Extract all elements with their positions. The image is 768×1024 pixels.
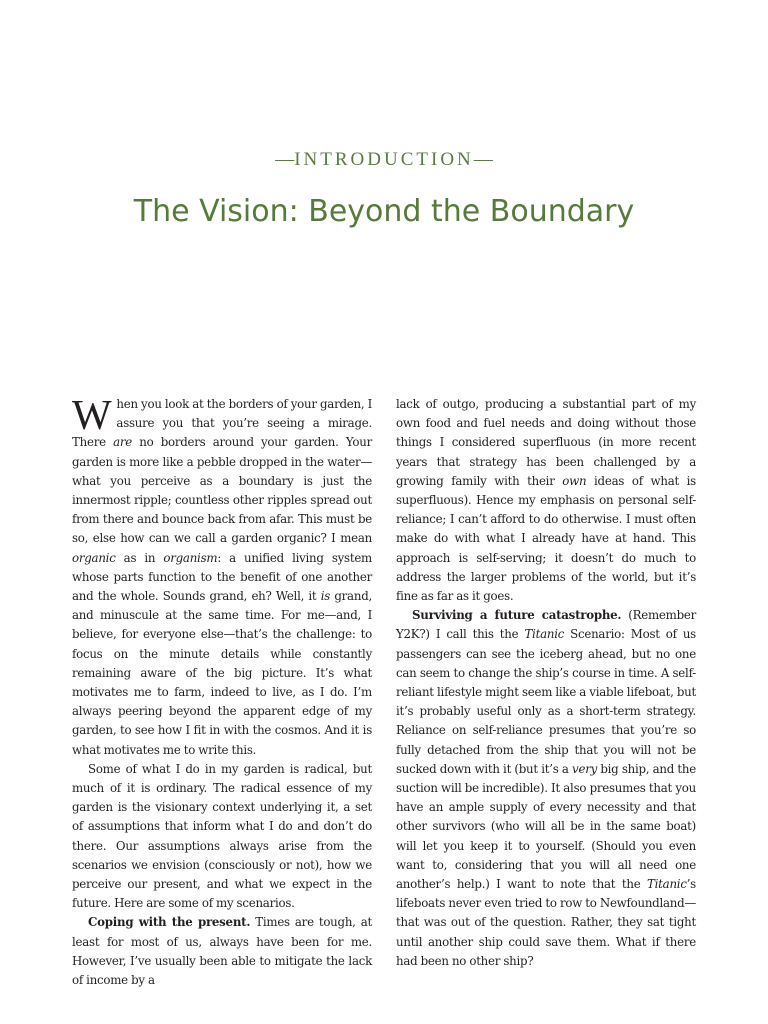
emphasis: organic bbox=[72, 550, 116, 565]
emphasis: Titanic bbox=[647, 877, 687, 892]
text-run: : a unified living system whose parts function to the benefit of one another and the whole. Sounds grand, eh? Well, it bbox=[72, 550, 372, 604]
chapter-label bbox=[0, 148, 768, 172]
kicker-dash-right: — bbox=[473, 149, 493, 170]
emphasis: is bbox=[320, 589, 331, 604]
drop-cap: W bbox=[72, 393, 112, 439]
paragraph-surviving bbox=[396, 606, 696, 971]
run-in-heading: Surviving a future catastrophe. bbox=[412, 608, 622, 623]
body-column-right bbox=[396, 395, 696, 971]
paragraph-scenarios: Some of what I do in my garden is radical, but much of it is ordinary. The radical essence of my garden is the visionary context underlying it, a set of assumptions that inform what I do and don’t do there. Our assumptions always arise from the scenarios we envision (consciously or not), how we perceive our present, and what we expect in the future. Here are some of my scenarios. bbox=[72, 761, 372, 911]
emphasis: own bbox=[562, 473, 587, 488]
paragraph-opening bbox=[72, 395, 372, 760]
text-run: as in bbox=[115, 550, 164, 565]
emphasis: organism bbox=[163, 550, 218, 565]
text-run: ideas of what is superfluous). Hence my emphasis on personal self-reliance; I can’t afford to do otherwise. I must often make do with what I already have at hand. This approach is self-serving; it doesn’t do much to address the larger problems of the world, but it’s fine as far as it goes. bbox=[396, 473, 696, 604]
text-run: ’s lifeboats never even tried to row to Newfoundland—that was out of the question. Rather, they sat tight until another ship could save them. What if there had been no other ship? bbox=[396, 877, 696, 968]
text-run: Times are tough, at least for most of us, always have been for me. However, I’ve usually been able to mitigate the lack of income by a bbox=[72, 915, 372, 988]
kicker-text: INTRODUCTION bbox=[294, 149, 474, 170]
text-run: lack of outgo, producing a substantial part of my own food and fuel needs and doing without those things I considered superfluous (in more recent years that strategy has been challenged by a growing family with their bbox=[396, 397, 696, 488]
text-run: grand, and minuscule at the same time. For me—and, I believe, for everyone else—that’s the challenge: to focus on the minute details while constantly remaining aware of the big picture. It’s what motivates me to farm, indeed to live, as I do. I’m always peering beyond the apparent edge of my garden, to see how I fit in with the cosmos. And it is what motivates me to write this. bbox=[72, 589, 372, 757]
paragraph-continued bbox=[396, 395, 696, 606]
text-run: no borders around your garden. Your garden is more like a pebble dropped in the water—what you perceive as a boundary is just the innermost ripple; countless other ripples spread out from there and bounce back from afar. This must be so, else how can we call a garden organic? I mean bbox=[72, 435, 372, 546]
paragraph-coping bbox=[72, 913, 372, 990]
chapter-title: The Vision: Beyond the Boundary bbox=[133, 194, 635, 229]
text-run: (Remember Y2K?) I call this the bbox=[396, 608, 696, 642]
text-run: hen you look at the borders of your garden, I assure you that you’re seeing a mirage. There bbox=[72, 397, 372, 450]
emphasis: are bbox=[113, 435, 132, 450]
body-column-left bbox=[72, 395, 372, 990]
text-run: big ship, and the suction will be incredible). It also presumes that you have an ample supply of every necessity and that other survivors (who will all be in the same boat) will let you keep it to yourself. (Should you even want to, considering that you will all need one another’s help.) I want to note that the bbox=[396, 761, 696, 892]
text-run: Scenario: Most of us passengers can see the iceberg ahead, but no one can seem to change the ship’s course in time. A self-reliant lifestyle might seem like a viable lifeboat, but it’s probably useful only as a short-term strategy. Reliance on self-reliance presumes that you’re so fully detached from the ship that you will not be sucked down with it (but it’s a bbox=[396, 627, 696, 776]
run-in-heading: Coping with the present. bbox=[88, 915, 251, 930]
emphasis: Titanic bbox=[524, 627, 565, 642]
emphasis: very bbox=[572, 761, 597, 776]
kicker-dash-left: — bbox=[275, 149, 295, 170]
